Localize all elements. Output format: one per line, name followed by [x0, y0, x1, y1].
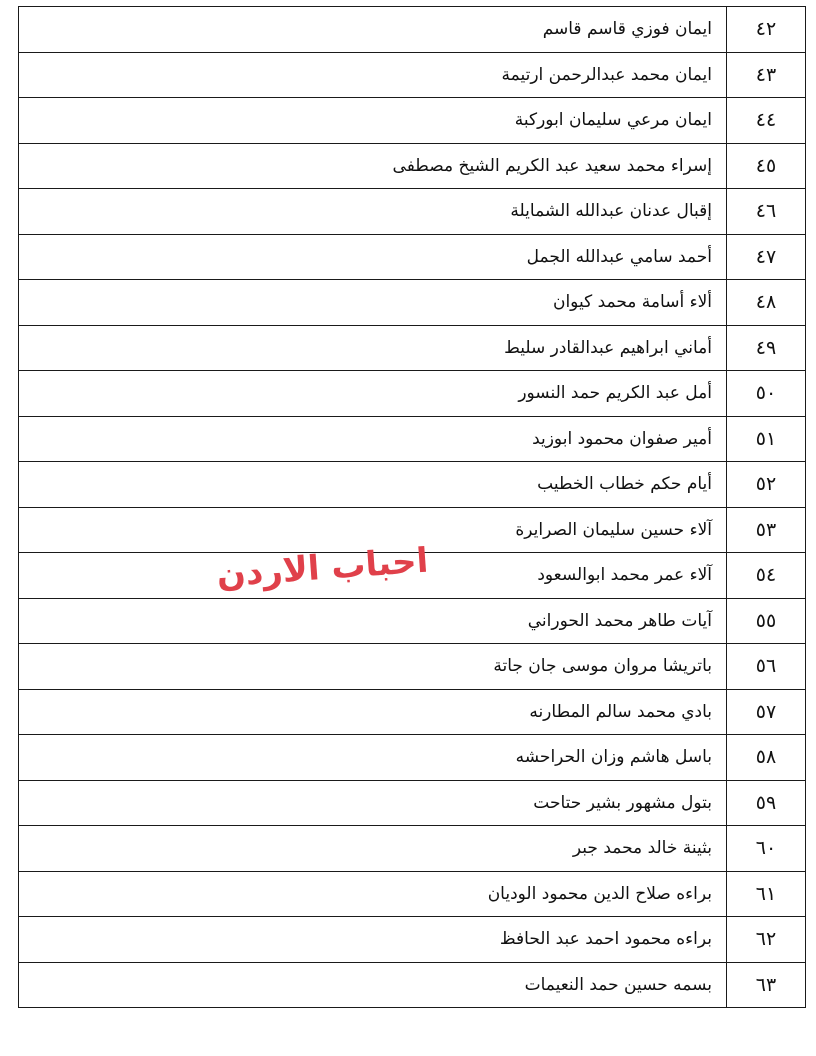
row-name: آلاء عمر محمد ابوالسعود [19, 553, 727, 599]
row-number: ٥٣ [727, 507, 806, 553]
row-number: ٥٤ [727, 553, 806, 599]
row-name: أيام حكم خطاب الخطيب [19, 462, 727, 508]
row-name: براءه صلاح الدين محمود الوديان [19, 871, 727, 917]
row-number: ٦٢ [727, 917, 806, 963]
watermark-text: احباب الاردن [215, 540, 430, 596]
row-name: باتريشا مروان موسى جان جاتة [19, 644, 727, 690]
names-table-body [19, 7, 806, 1008]
row-name: براءه محمود احمد عبد الحافظ [19, 917, 727, 963]
names-sheet [18, 6, 806, 1018]
row-name: بسمه حسين حمد النعيمات [19, 962, 727, 1008]
table-row [19, 962, 806, 1008]
row-number: ٥٦ [727, 644, 806, 690]
row-name: ايمان مرعي سليمان ابوركبة [19, 98, 727, 144]
row-name: إسراء محمد سعيد عبد الكريم الشيخ مصطفى [19, 143, 727, 189]
table-row [19, 143, 806, 189]
row-number: ٥٢ [727, 462, 806, 508]
row-number: ٦١ [727, 871, 806, 917]
table-row [19, 462, 806, 508]
table-row [19, 917, 806, 963]
row-name: آيات طاهر محمد الحوراني [19, 598, 727, 644]
row-name: ايمان فوزي قاسم قاسم [19, 7, 727, 53]
table-row [19, 689, 806, 735]
row-number: ٤٩ [727, 325, 806, 371]
table-row [19, 871, 806, 917]
row-number: ٥٥ [727, 598, 806, 644]
row-number: ٥٩ [727, 780, 806, 826]
row-name: ايمان محمد عبدالرحمن ارتيمة [19, 52, 727, 98]
row-name: أمل عبد الكريم حمد النسور [19, 371, 727, 417]
row-name: أماني ابراهيم عبدالقادر سليط [19, 325, 727, 371]
table-row [19, 371, 806, 417]
row-number: ٥١ [727, 416, 806, 462]
table-row [19, 507, 806, 553]
table-row [19, 735, 806, 781]
row-number: ٤٣ [727, 52, 806, 98]
row-number: ٥٧ [727, 689, 806, 735]
row-number: ٤٤ [727, 98, 806, 144]
table-row [19, 98, 806, 144]
table-row [19, 644, 806, 690]
row-number: ٤٧ [727, 234, 806, 280]
row-number: ٤٢ [727, 7, 806, 53]
row-name: آلاء حسين سليمان الصرايرة [19, 507, 727, 553]
row-number: ٦٣ [727, 962, 806, 1008]
row-number: ٥٠ [727, 371, 806, 417]
table-row [19, 325, 806, 371]
row-name: إقبال عدنان عبدالله الشمايلة [19, 189, 727, 235]
row-number: ٤٨ [727, 280, 806, 326]
row-name: أحمد سامي عبدالله الجمل [19, 234, 727, 280]
row-number: ٤٥ [727, 143, 806, 189]
row-number: ٥٨ [727, 735, 806, 781]
table-row [19, 234, 806, 280]
row-name: أمير صفوان محمود ابوزيد [19, 416, 727, 462]
table-row [19, 826, 806, 872]
table-row [19, 189, 806, 235]
row-number: ٤٦ [727, 189, 806, 235]
table-row [19, 7, 806, 53]
row-name: بتول مشهور بشير حتاحت [19, 780, 727, 826]
row-number: ٦٠ [727, 826, 806, 872]
table-row [19, 780, 806, 826]
table-row [19, 280, 806, 326]
names-table [18, 6, 806, 1008]
table-row [19, 416, 806, 462]
table-row [19, 553, 806, 599]
row-name: ألاء أسامة محمد كيوان [19, 280, 727, 326]
row-name: بثينة خالد محمد جبر [19, 826, 727, 872]
row-name: بادي محمد سالم المطارنه [19, 689, 727, 735]
row-name: باسل هاشم وزان الحراحشه [19, 735, 727, 781]
table-row [19, 598, 806, 644]
table-row [19, 52, 806, 98]
